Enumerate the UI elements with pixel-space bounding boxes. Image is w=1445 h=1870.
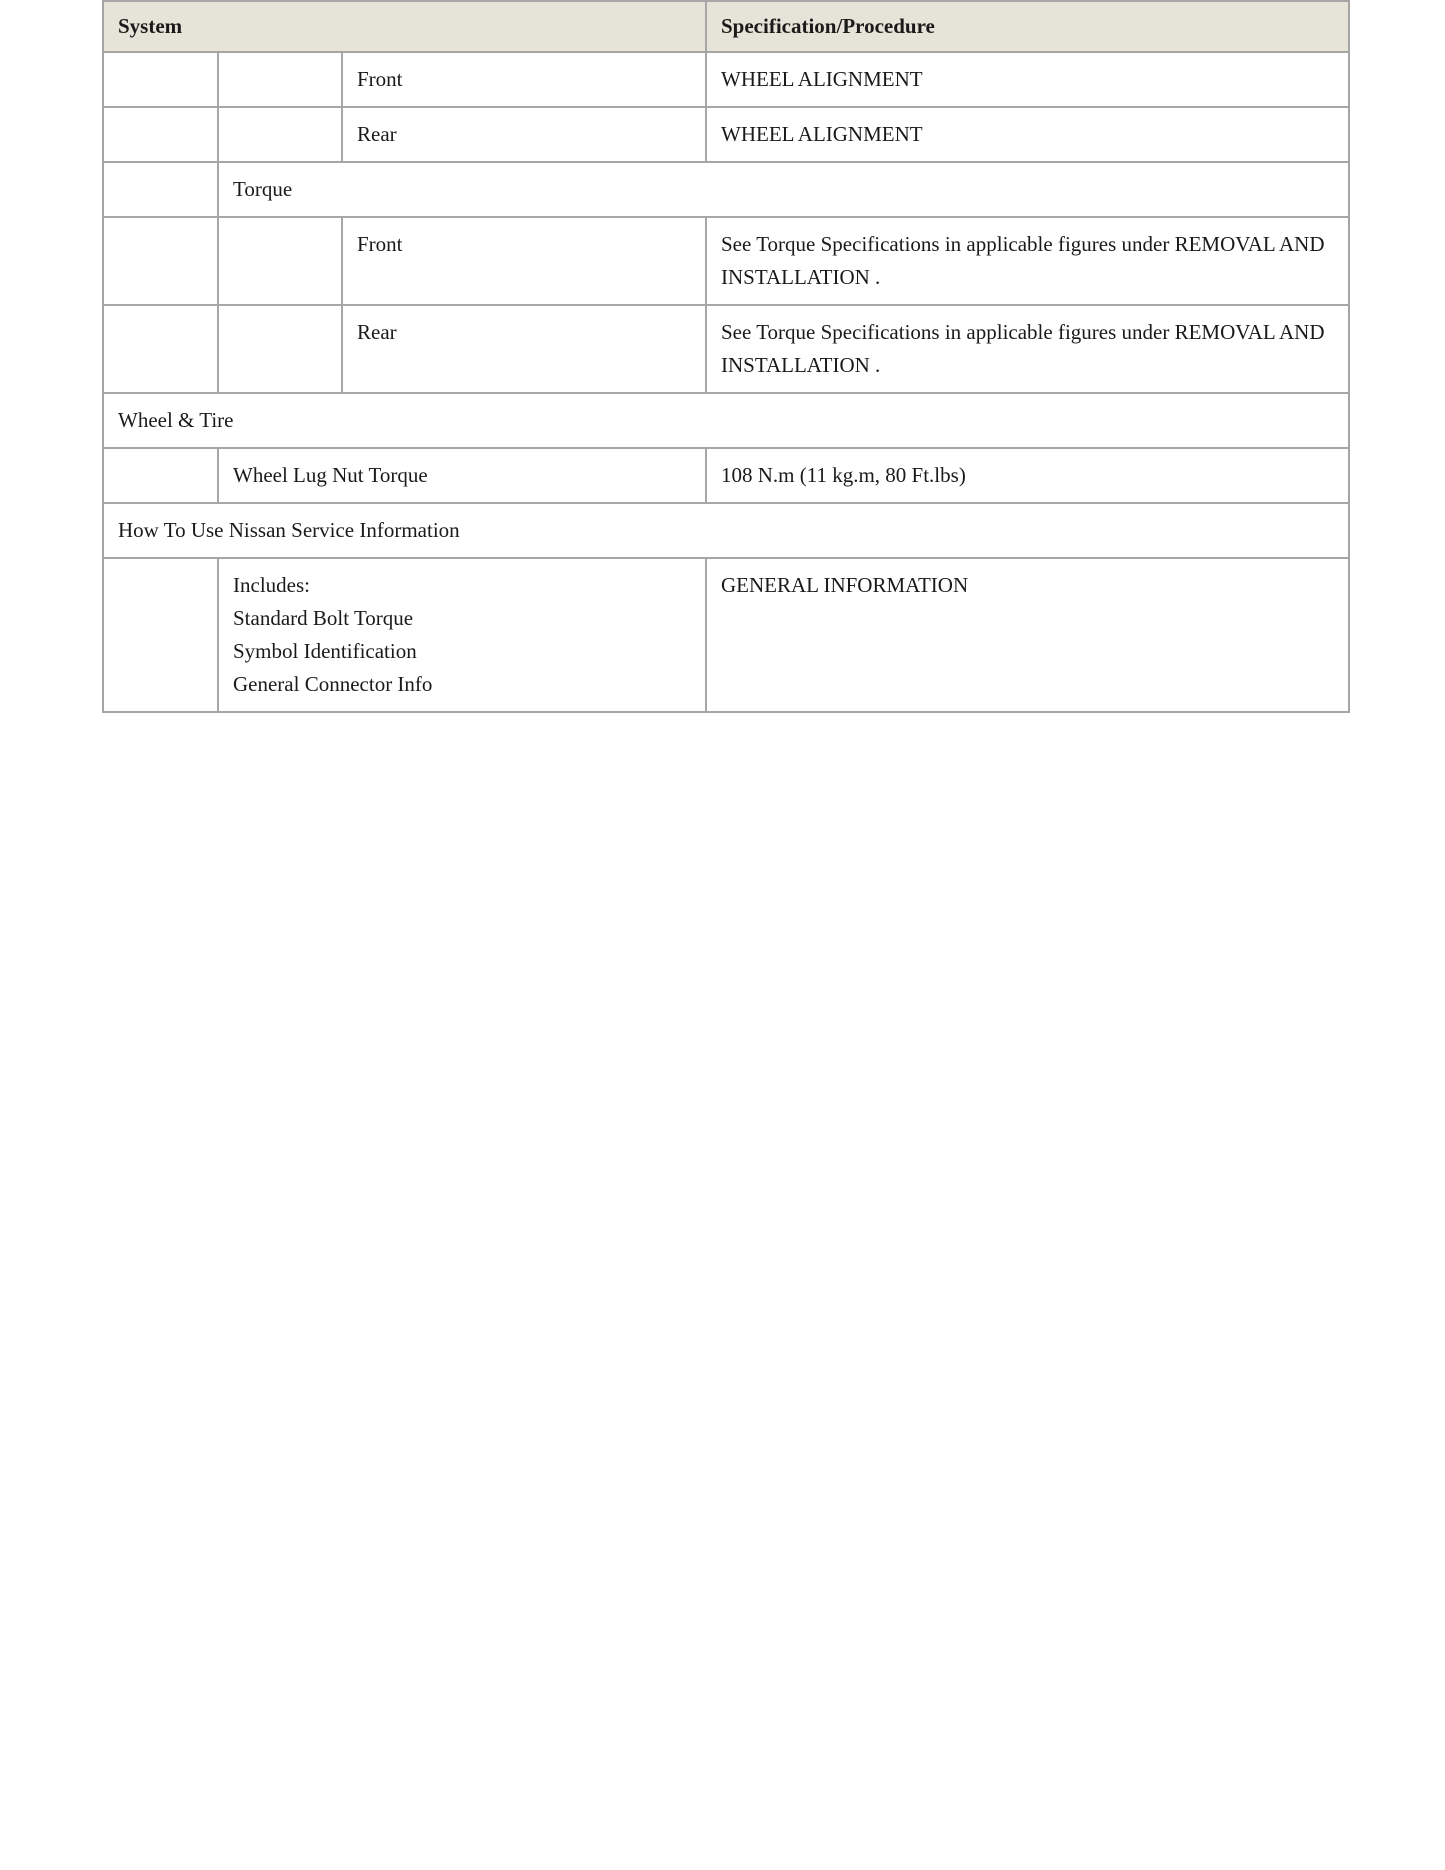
torque-rear-label: Rear <box>342 305 706 393</box>
lug-nut-spec: 108 N.m (11 kg.m, 80 Ft.lbs) <box>706 448 1349 503</box>
table-row <box>103 558 1349 712</box>
table-row <box>103 503 1349 558</box>
table-row <box>103 305 1349 393</box>
torque-front-spec: See Torque Specifications in applicable figures under REMOVAL AND INSTALLATION . <box>706 217 1349 305</box>
system-column-header: System <box>103 1 706 52</box>
empty-cell <box>103 305 218 393</box>
includes-line: General Connector Info <box>233 672 433 696</box>
alignment-rear-label: Rear <box>342 107 706 162</box>
table-header-row <box>103 1 1349 52</box>
table-row <box>103 448 1349 503</box>
empty-cell <box>103 52 218 107</box>
howto-heading: How To Use Nissan Service Information <box>103 503 1349 558</box>
torque-heading: Torque <box>218 162 1349 217</box>
empty-cell <box>103 107 218 162</box>
empty-cell <box>103 558 218 712</box>
alignment-rear-spec: WHEEL ALIGNMENT <box>706 107 1349 162</box>
empty-cell <box>218 217 342 305</box>
empty-cell <box>218 52 342 107</box>
torque-rear-spec: See Torque Specifications in applicable figures under REMOVAL AND INSTALLATION . <box>706 305 1349 393</box>
lug-nut-label: Wheel Lug Nut Torque <box>218 448 706 503</box>
table-row <box>103 393 1349 448</box>
empty-cell <box>218 107 342 162</box>
alignment-front-label: Front <box>342 52 706 107</box>
spec-column-header: Specification/Procedure <box>706 1 1349 52</box>
alignment-front-spec: WHEEL ALIGNMENT <box>706 52 1349 107</box>
general-information-spec: GENERAL INFORMATION <box>706 558 1349 712</box>
includes-line: Includes: <box>233 573 310 597</box>
includes-line: Standard Bolt Torque <box>233 606 414 630</box>
table-row <box>103 162 1349 217</box>
includes-line: Symbol Identification <box>233 639 417 663</box>
empty-cell <box>103 448 218 503</box>
empty-cell <box>103 217 218 305</box>
table-row <box>103 217 1349 305</box>
empty-cell <box>218 305 342 393</box>
table-row <box>103 52 1349 107</box>
torque-front-label: Front <box>342 217 706 305</box>
specification-table <box>102 0 1350 713</box>
wheel-tire-heading: Wheel & Tire <box>103 393 1349 448</box>
empty-cell <box>103 162 218 217</box>
table-row <box>103 107 1349 162</box>
includes-list <box>218 558 706 712</box>
